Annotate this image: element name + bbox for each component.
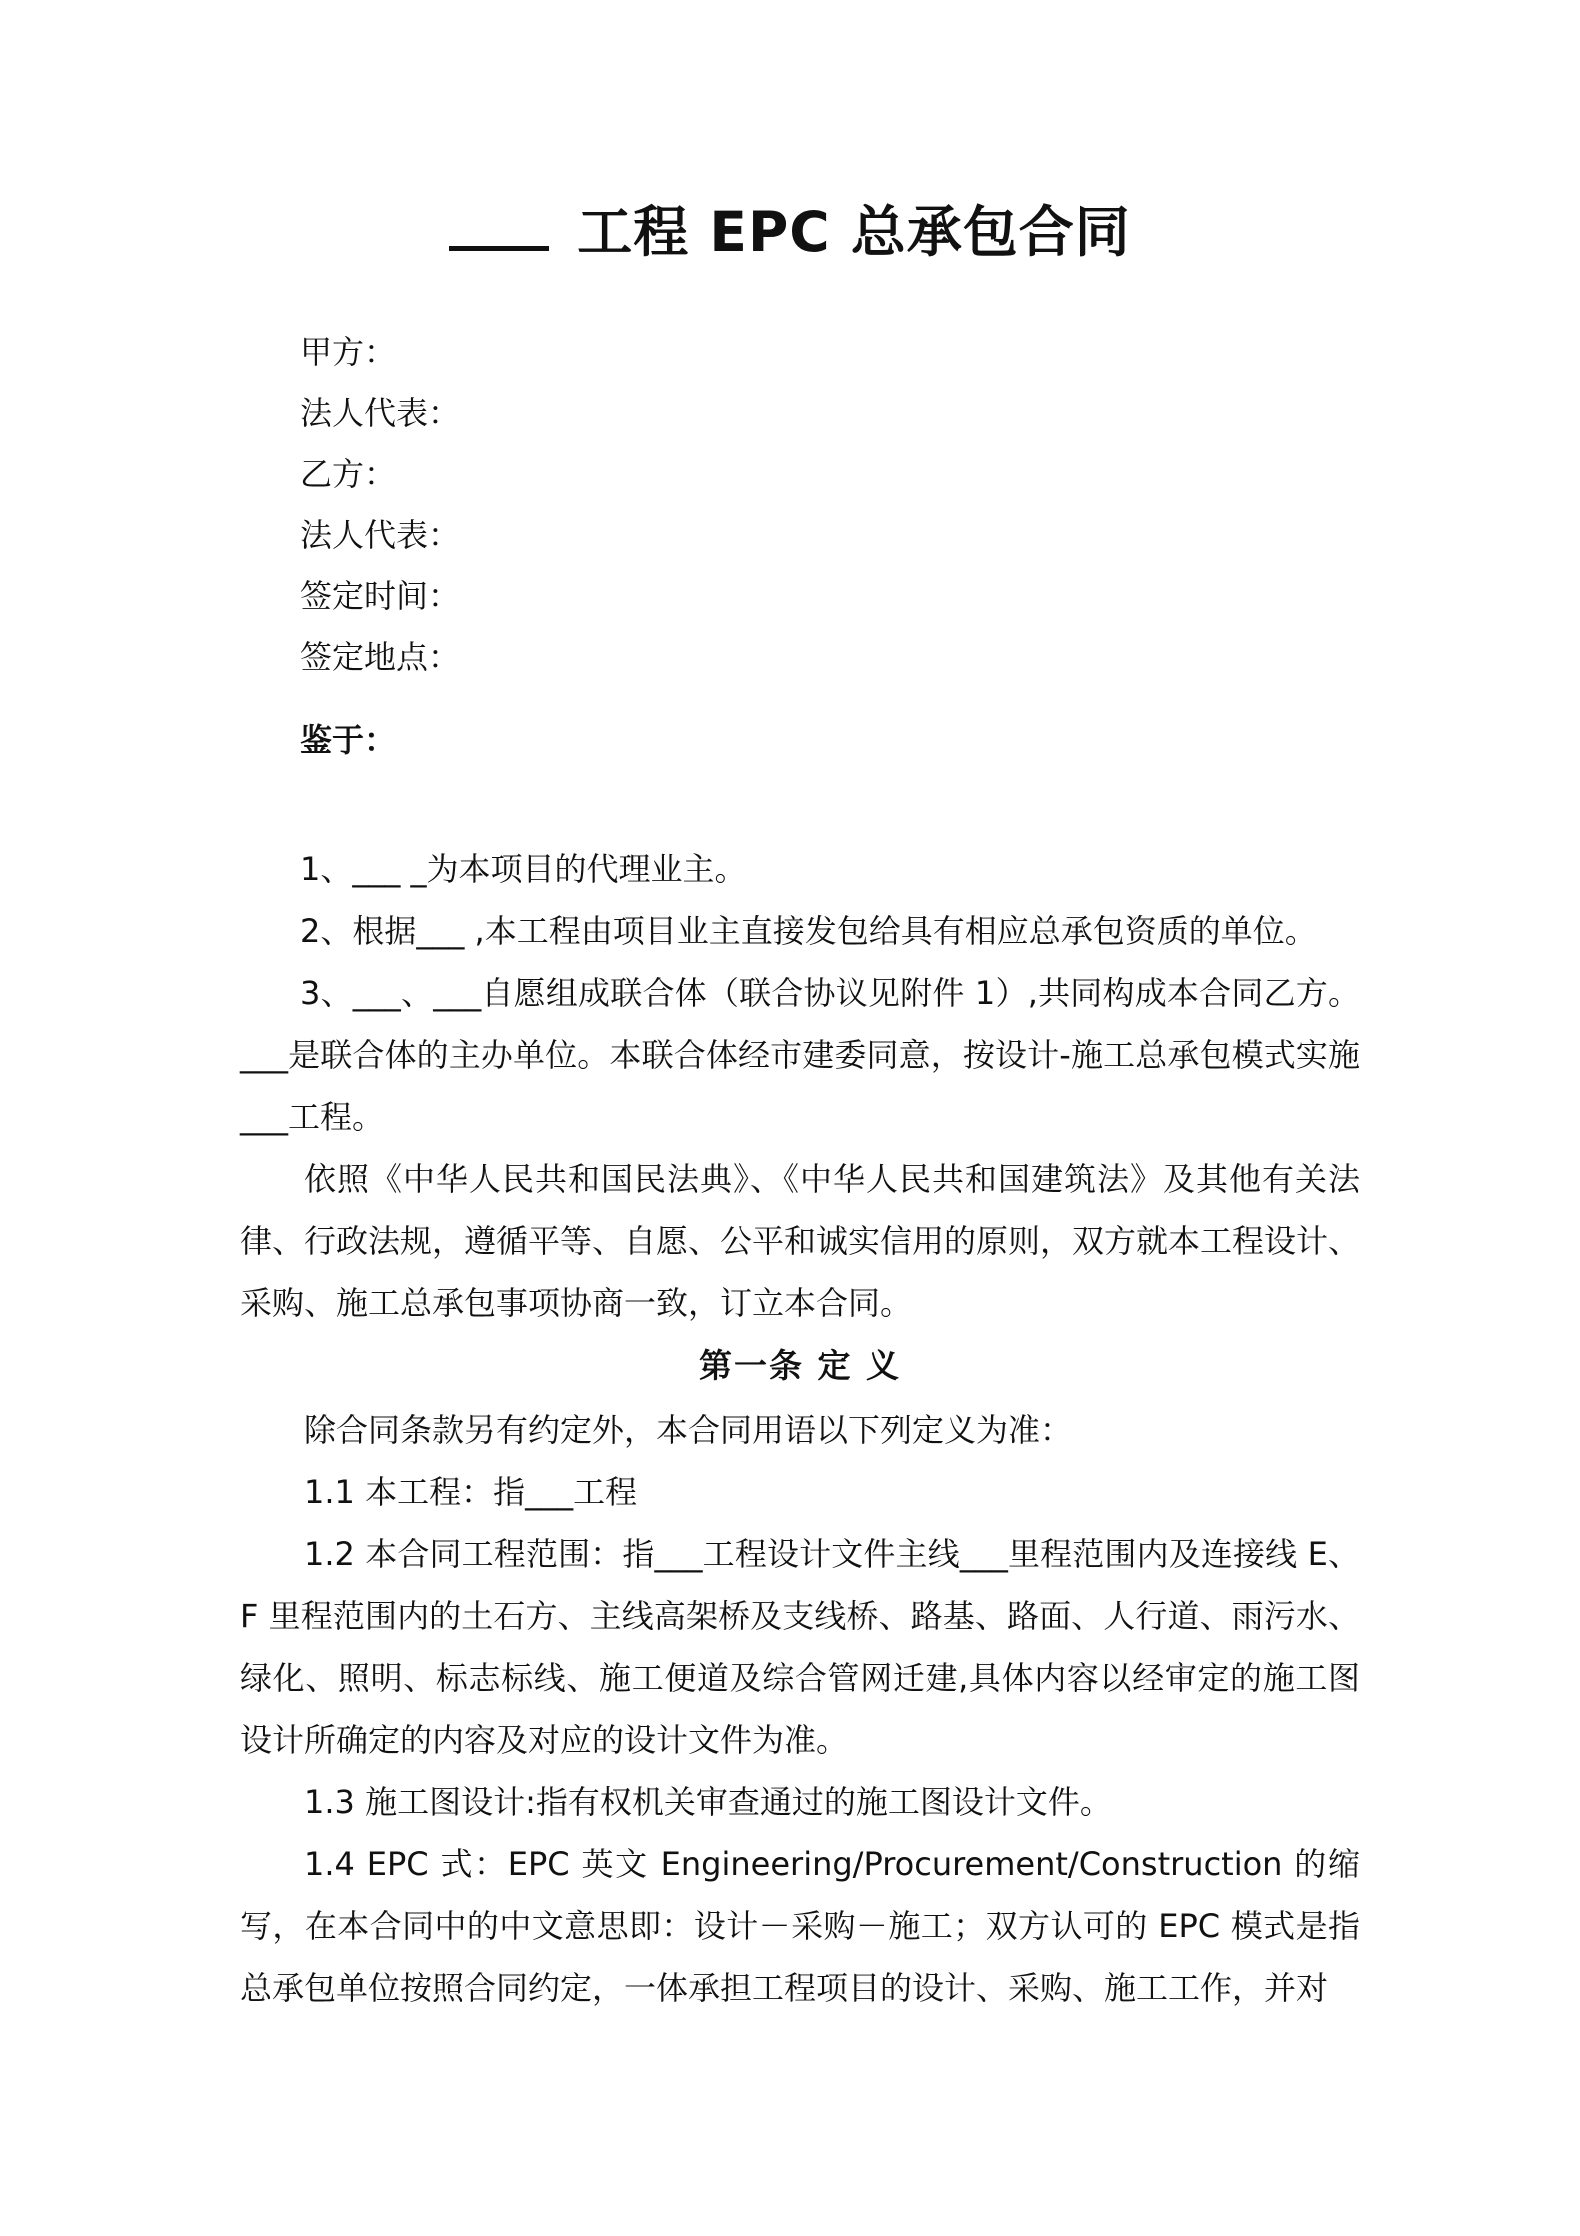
title-blank-line: [449, 188, 549, 251]
whereas-heading: 鉴于：: [300, 721, 397, 759]
recital-1: 1、___ _为本项目的代理业主。: [300, 850, 747, 888]
recital-2: 2、根据___ ,本工程由项目业主直接发包给具有相应总承包资质的单位。: [300, 912, 1317, 950]
party-a-field: 甲方：: [300, 333, 397, 371]
article-1-heading: 第一条 定 义: [699, 1346, 901, 1385]
document-title: [0, 188, 1580, 272]
signing-place-field: 签定地点：: [300, 638, 461, 676]
party-b-legal-rep-field: 法人代表：: [300, 516, 461, 554]
party-a-legal-rep-field: 法人代表：: [300, 394, 461, 432]
signing-date-field: 签定时间：: [300, 577, 461, 615]
contract-body: [240, 838, 1360, 2019]
definition-1-2: 1.2 本合同工程范围：指___工程设计文件主线___里程范围内及连接线 E、F 里程范围内的土石方、主线高架桥及支线桥、路基、路面、人行道、雨污水、绿化、照明、标志标线、施工便道及综合管网迁建,具体内容以经审定的施工图设计所确定的内容及对应的设计文件为准。: [240, 1535, 1360, 1759]
definition-1-3: 1.3 施工图设计:指有权机关审查通过的施工图设计文件。: [304, 1783, 1112, 1821]
definition-1-1: 1.1 本工程：指___工程: [304, 1473, 638, 1511]
party-b-field: 乙方：: [300, 455, 397, 493]
definition-1-4: 1.4 EPC 式：EPC 英文 Engineering/Procurement/Construction 的缩写，在本合同中的中文意思即：设计－采购－施工；双方认可的 EPC 模式是指总承包单位按照合同约定，一体承担工程项目的设计、采购、施工工作，并对: [240, 1845, 1360, 2007]
legal-basis-paragraph: 依照《中华人民共和国民法典》、《中华人民共和国建筑法》及其他有关法律、行政法规，遵循平等、自愿、公平和诚实信用的原则，双方就本工程设计、采购、施工总承包事项协商一致，订立本合同。: [240, 1160, 1361, 1322]
title-text: 工程 EPC 总承包合同: [577, 200, 1131, 264]
party-fields: [300, 322, 1200, 688]
definitions-intro: 除合同条款另有约定外，本合同用语以下列定义为准：: [304, 1411, 1073, 1449]
recital-3: 3、___、___自愿组成联合体（联合协议见附件 1）,共同构成本合同乙方。___是联合体的主办单位。本联合体经市建委同意，按设计-施工总承包模式实施___工程。: [240, 974, 1360, 1136]
